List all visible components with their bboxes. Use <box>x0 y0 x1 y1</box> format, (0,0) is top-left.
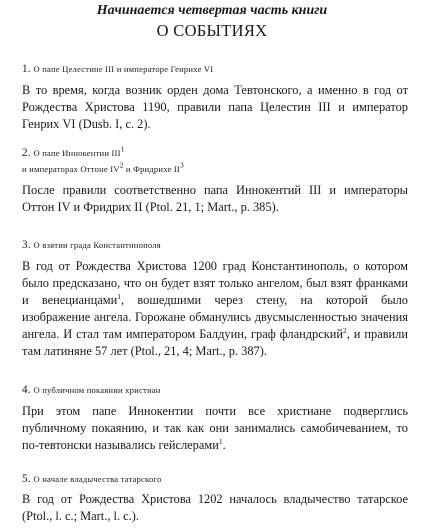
section-1-number: 1. <box>22 63 31 75</box>
section-1-body: В то время, когда возник орден дома Тевтонского, а именно в год от Рождества Христова 1190, правили папа Целестин III и император Генрих VI (Dusb. I, с. 2). <box>22 83 408 131</box>
section-1-heading <box>22 62 412 77</box>
section-3-text-c: , и правили там латиняне 57 лет (Ptol., 21, 4; Mart., p. 387). <box>22 326 409 358</box>
section-2-heading-line1 <box>22 146 412 161</box>
footnote-mark: 2 <box>119 160 124 170</box>
section-4-title: О публичном покаянии христиан <box>33 385 161 395</box>
footnote-mark: 1 <box>218 436 223 446</box>
section-3-heading <box>22 238 412 253</box>
section-2-body: После правили соответственно папа Иннокентий III и императоры Оттон IV и Фридрих II (Ptol. 21, 1; Mart., p. 385). <box>22 183 408 214</box>
section-4-heading <box>22 383 412 398</box>
section-3-text-a: В год от Рождества Христова 1200 град Константинополь, о котором было предсказано, что он будет взят только ангелом, был взят франками и венецианцами <box>22 259 408 307</box>
section-2-title-c: и Фридрихе II <box>123 164 180 174</box>
footnote-mark: 3 <box>180 160 184 170</box>
section-2-title-b: и императорах Оттоне IV <box>22 164 120 174</box>
section-5-number: 5. <box>22 473 31 485</box>
section-3-number: 3. <box>22 239 31 251</box>
section-1-title: О папе Целестине III и императоре Генрихе VI <box>33 64 214 74</box>
footnote-mark: 1 <box>120 144 125 154</box>
section-2-number: 2. <box>22 147 31 159</box>
section-2-title-a: О папе Иннокентии III <box>33 148 121 158</box>
section-5-heading <box>22 472 412 487</box>
book-title: О СОБЫТИЯХ <box>156 21 268 40</box>
section-3-text-b: , вошедшими через стену, на которой было изображение ангела. Горожане обманулись двусмысленностью значения ангела. И стал там императором Балдуин, граф фландрский <box>22 292 408 341</box>
footnote-mark: 1 <box>117 291 122 301</box>
section-5-title: О начале владычества татарского <box>33 474 162 484</box>
section-4-text-b: . <box>222 437 226 452</box>
part-title: Начинается четвертая часть книги <box>96 3 328 18</box>
section-2-heading-line2 <box>22 162 412 177</box>
section-4-text-a: При этом папе Иннокентии почти все христиане подверглись публичному покаянию, и так как они занимались самобичеванием, то по-тевтонски назывались гейслерами <box>22 404 408 452</box>
section-5-body: В год от Рождества Христова 1202 началось владычество татарское (Ptol., l. c.; Mart., l. c.). <box>22 492 408 523</box>
footnote-mark: 2 <box>343 325 347 335</box>
section-4-body <box>22 403 408 454</box>
section-3-title: О взятии града Константинополя <box>33 240 161 250</box>
section-3-body <box>22 258 408 359</box>
section-4-number: 4. <box>22 384 31 396</box>
